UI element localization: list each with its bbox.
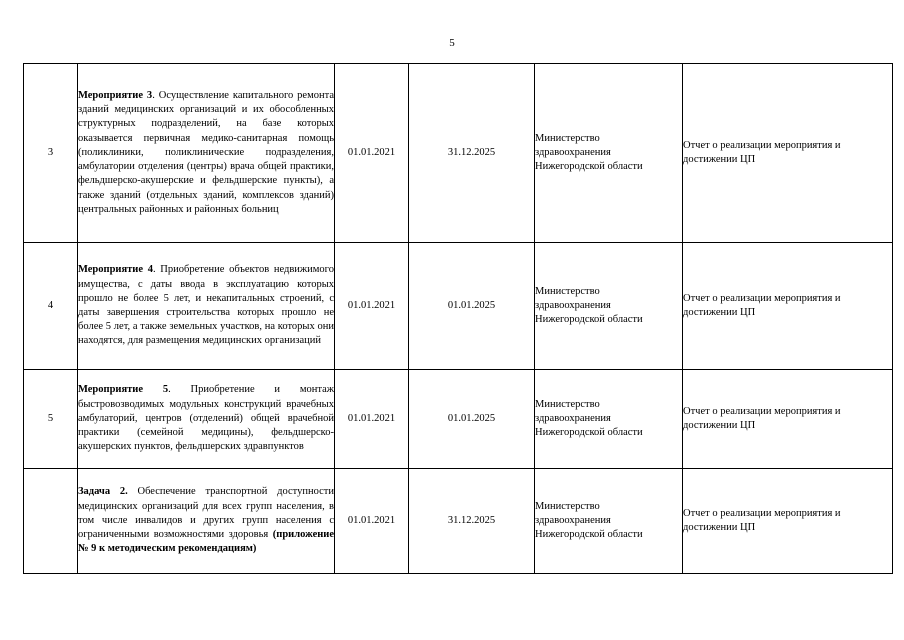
activity-heading: Мероприятие 5	[78, 384, 169, 396]
executor-line: Нижегородской области	[535, 427, 643, 439]
end-date-cell: 01.01.2025	[409, 370, 535, 469]
row-number-cell	[24, 469, 78, 574]
executor-cell	[535, 64, 683, 243]
result-line: Отчет о реализации мероприятия и	[683, 292, 841, 304]
executor-cell	[535, 370, 683, 469]
executor-line: Министерство	[535, 132, 600, 144]
executor-line: здравоохранения	[535, 412, 611, 424]
activity-heading: Мероприятие 4	[78, 264, 153, 276]
page-number: 5	[449, 37, 455, 49]
activity-description-cell	[78, 64, 335, 243]
result-line: достижении ЦП	[683, 522, 756, 533]
activity-text: . Приобретение и монтаж быстровозводимых модульных конструкций врачебных амбулаторий, центров (отделений) общей врачебной практики (семейной медицины), фельдшерско-акушерских пунктов, фельдшерских здравпунктов	[78, 384, 334, 453]
result-line: Отчет о реализации мероприятия и	[683, 139, 841, 151]
task-heading: Задача 2.	[78, 486, 128, 498]
result-cell	[683, 243, 893, 370]
result-cell	[683, 469, 893, 574]
result-line: Отчет о реализации мероприятия и	[683, 507, 841, 519]
end-date-cell: 01.01.2025	[409, 243, 535, 370]
executor-line: Министерство	[535, 285, 600, 297]
activities-table	[23, 63, 893, 574]
activity-text: . Осуществление капитального ремонта зданий медицинских организаций и их обособленных структурных подразделений, на базе которых оказывается первичная медико-санитарная помощь (поликлиники, поликлинические подразделения, амбулатории отделения (центры) врача общей практики, фельдшерско-акушерские и фельдшерские пункты), а также зданий (отдельных зданий, комплексов зданий) центральных районных и районных больниц	[78, 90, 334, 215]
activity-description-cell	[78, 370, 335, 469]
task-description-cell	[78, 469, 335, 574]
table-row	[24, 64, 893, 243]
task-text: Обеспечение транспортной доступности медицинских организаций для всех групп населения, в том числе инвалидов и других групп населения с ограниченными возможностями здоровья	[78, 486, 334, 541]
start-date-cell: 01.01.2021	[335, 64, 409, 243]
end-date-cell: 31.12.2025	[409, 469, 535, 574]
result-line: достижении ЦП	[683, 307, 756, 318]
executor-line: Министерство	[535, 398, 600, 410]
activity-heading: Мероприятие 3	[78, 90, 153, 102]
end-date-cell: 31.12.2025	[409, 64, 535, 243]
row-number-cell: 5	[24, 370, 78, 469]
executor-line: Нижегородской области	[535, 161, 643, 173]
start-date-cell: 01.01.2021	[335, 469, 409, 574]
executor-cell	[535, 469, 683, 574]
activity-description-cell	[78, 243, 335, 370]
activity-text: . Приобретение объектов недвижимого имущества, с даты ввода в эксплуатацию которых прошло не более 5 лет, и некапитальных строений, с даты завершения строительства которых прошло не более 5 лет, а также земельных участков, на которых они находятся, для размещения медицинских организаций	[78, 264, 334, 347]
result-cell	[683, 64, 893, 243]
result-line: достижении ЦП	[683, 420, 756, 431]
table-row	[24, 370, 893, 469]
executor-cell	[535, 243, 683, 370]
start-date-cell: 01.01.2021	[335, 370, 409, 469]
row-number-cell: 3	[24, 64, 78, 243]
executor-line: Нижегородской области	[535, 529, 643, 541]
executor-line: здравоохранения	[535, 146, 611, 158]
executor-line: Нижегородской области	[535, 314, 643, 326]
table-row	[24, 469, 893, 574]
start-date-cell: 01.01.2021	[335, 243, 409, 370]
executor-line: Министерство	[535, 500, 600, 512]
row-number-cell: 4	[24, 243, 78, 370]
result-cell	[683, 370, 893, 469]
executor-line: здравоохранения	[535, 299, 611, 311]
result-line: достижении ЦП	[683, 154, 756, 165]
appendix-reference: (приложение № 9 к методическим рекомендациям)	[78, 529, 334, 555]
table-row	[24, 243, 893, 370]
result-line: Отчет о реализации мероприятия и	[683, 405, 841, 417]
executor-line: здравоохранения	[535, 514, 611, 526]
